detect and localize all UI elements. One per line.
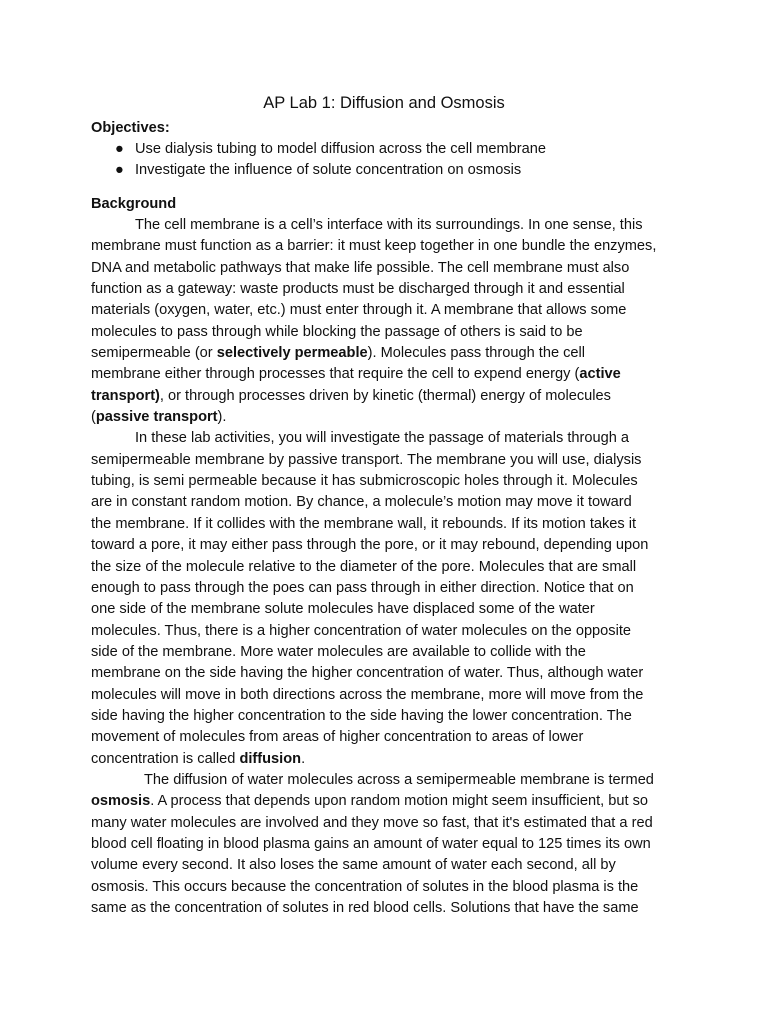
bullet-icon: ● bbox=[115, 141, 124, 157]
term-passive-transport: passive transport bbox=[95, 409, 218, 426]
paragraph-line: enough to pass through the poes can pass through in either direction. Notice that on bbox=[91, 579, 634, 596]
paragraph-line: same as the concentration of solutes in red blood cells. Solutions that have the same bbox=[91, 900, 639, 916]
paragraph-line: function as a gateway: waste products must be discharged through it and essential bbox=[91, 281, 625, 298]
objectives-heading: Objectives: bbox=[91, 120, 170, 136]
paragraph-line: molecules will move in both directions across the membrane, more will move from the bbox=[91, 686, 644, 703]
objective-text: Investigate the influence of solute concentration on osmosis bbox=[135, 162, 522, 179]
paragraph-line: DNA and metabolic pathways that make life possible. The cell membrane must also bbox=[91, 259, 630, 276]
paragraph-line: many water molecules are involved and they move so fast, that it's estimated that a red bbox=[91, 814, 653, 831]
background-heading: Background bbox=[91, 196, 177, 212]
text-run: semipermeable (or bbox=[91, 345, 217, 362]
paragraph-line: the membrane. If it collides with the membrane wall, it rebounds. If its motion takes it bbox=[91, 515, 637, 532]
paragraph-line: side having the higher concentration to the side having the lower concentration. The bbox=[91, 707, 632, 724]
paragraph-line bbox=[91, 364, 691, 385]
paragraph-line: blood cell floating in blood plasma gains an amount of water equal to 125 times its own bbox=[91, 835, 651, 852]
paragraph-line: membrane on the side having the higher concentration of water. Thus, although water bbox=[91, 665, 644, 682]
paragraph-line: one side of the membrane solute molecules have displaced some of the water bbox=[91, 601, 595, 618]
text-run: ). bbox=[217, 409, 227, 426]
term-transport: transport) bbox=[91, 387, 160, 404]
objectives-list bbox=[91, 139, 546, 182]
paragraph-line bbox=[91, 791, 691, 812]
paragraph-line bbox=[91, 749, 691, 770]
background-body bbox=[91, 215, 691, 919]
document-title: AP Lab 1: Diffusion and Osmosis bbox=[263, 94, 505, 112]
paragraph-line bbox=[91, 407, 691, 428]
text-run: membrane either through processes that require the cell to expend energy ( bbox=[91, 366, 580, 383]
paragraph-line bbox=[91, 343, 691, 364]
paragraph-line: toward a pore, it may either pass through the pore, or it may rebound, depending upon bbox=[91, 537, 649, 554]
paragraph-line: semipermeable membrane by passive transport. The membrane you will use, dialysis bbox=[91, 451, 642, 468]
text-run: . A process that depends upon random motion might seem insufficient, but so bbox=[150, 793, 649, 810]
paragraph-line bbox=[91, 386, 691, 407]
term-osmosis: osmosis bbox=[91, 793, 151, 810]
paragraph-line: The cell membrane is a cell’s interface with its surroundings. In one sense, this bbox=[135, 217, 643, 233]
text-run: ). Molecules pass through the cell bbox=[367, 345, 586, 362]
paragraph-line: The diffusion of water molecules across a semipermeable membrane is termed bbox=[144, 771, 654, 788]
text-run: concentration is called bbox=[91, 750, 240, 767]
paragraph-line: molecules. Thus, there is a higher concentration of water molecules on the opposite bbox=[91, 622, 632, 639]
text-run: . bbox=[301, 750, 306, 767]
objective-item bbox=[91, 160, 546, 181]
paragraph-line: volume every second. It also loses the same amount of water each second, all by bbox=[91, 857, 616, 874]
term-active: active bbox=[579, 366, 621, 383]
paragraph-line: In these lab activities, you will investigate the passage of materials through a bbox=[135, 430, 630, 447]
paragraph-line: side of the membrane. More water molecules are available to collide with the bbox=[91, 643, 586, 660]
paragraph-line: movement of molecules from areas of higher concentration to areas of lower bbox=[91, 729, 584, 746]
paragraph-line: are in constant random motion. By chance, a molecule’s motion may move it toward bbox=[91, 494, 632, 511]
bullet-icon: ● bbox=[115, 162, 124, 179]
paragraph-line: the size of the molecule relative to the diameter of the pore. Molecules that are small bbox=[91, 558, 637, 575]
term-diffusion: diffusion bbox=[239, 750, 302, 767]
paragraph-line: materials (oxygen, water, etc.) must enter through it. A membrane that allows some bbox=[91, 302, 627, 319]
objective-item bbox=[91, 139, 546, 160]
paragraph-line: molecules to pass through while blocking the passage of others is said to be bbox=[91, 323, 583, 340]
paragraph-line: tubing, is semi permeable because it has submicroscopic holes through it. Molecules bbox=[91, 473, 638, 490]
paragraph-line: osmosis. This occurs because the concentration of solutes in the blood plasma is the bbox=[91, 878, 639, 895]
text-run: ( bbox=[91, 409, 96, 426]
text-run: , or through processes driven by kinetic (thermal) energy of molecules bbox=[159, 387, 611, 404]
paragraph-line: membrane must function as a barrier: it must keep together in one bundle the enzymes, bbox=[91, 238, 657, 255]
objective-text: Use dialysis tubing to model diffusion across the cell membrane bbox=[135, 141, 546, 157]
term-selectively-permeable: selectively permeable bbox=[216, 345, 368, 362]
